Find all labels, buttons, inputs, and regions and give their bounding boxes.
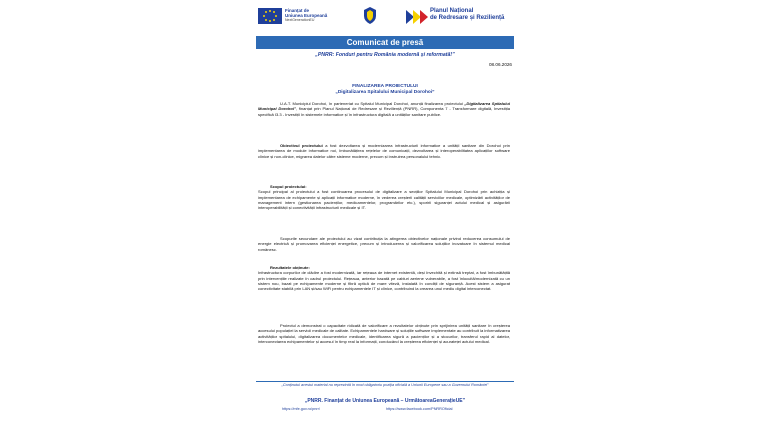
pnrr-label: Planul Național de Redresare și Reziliență [430,8,505,21]
objective-paragraph: Obiectivul proiectului a fost dezvoltarea și modernizarea infrastructurii informatice a unității sanitare din Dorohoi prin implementarea de module informatice noi, îmbunătățirea rețelelor de comunicații, dezvoltarea și interoperabilitatea aplicațiilor software clinice și non-clinice, migrarea datelor către sisteme moderne, precum și instruirea personalului tehnic. [258,143,510,159]
eu-funding-label: Finanțat de Uniunea Europeană NextGenerationEU [285,8,328,22]
disclaimer-text: „Conținutul acestui material nu reprezintă în mod obligatoriu poziția oficială a Uniunii Europene sau a Guvernului României” [281,383,489,387]
results-section [258,265,510,292]
results-text: Infrastructura corpurilor de clădire a fost modernizată, iar rețeaua de internet existentă, deși învechită și extinsă treptat, a fost îmbunătățită prin intervențiile realizate în cadrul proiectului. Rețeaua, anterior bazată pe cabluri aeriene vulnerabile, a fost înlocuită/modernizată cu un sistem nou, bazat pe echipamente moderne și fibră optică de mare viteză, instalată în condiții de siguranță. Acest sistem a asigurat conectivitate stabilă prin LAN și/sau WiFi pentru echipamentele IT și clinice, contribuind la crearea unui mediu digital interconectat. [258,270,510,292]
footer-divider [256,381,514,382]
project-heading [256,84,514,96]
press-release-banner: Comunicat de presă [256,36,514,49]
eu-flag-icon [258,8,282,24]
objective-title: Obiectivul proiectului [280,143,323,148]
pnrr-logo-icon [406,10,428,24]
romanian-government-emblem-icon [362,6,378,25]
heading-line2: „Digitalizarea Spitalului Municipal Dorohoi” [335,90,435,95]
press-release-page [248,0,522,432]
footer-title: „PNRR. Finanțat de Uniunea Europeană – UrmătoareaGenerațieUE” [304,398,466,404]
scope-text: Scopul principal al proiectului a fost continuarea procesului de digitalizare a secțiilor Spitalului Municipal Dorohoi prin achiziția și implementarea de echipamente și aplicații informatice moderne, în vederea creșterii calității serviciilor medicale, optimizării activităților de management intern (gestionarea pacienților, medicamentelor, programărilor etc.), sporirii siguranței actului medical și asigurării interoperabilității și conectivității infrastructurii medicale și IT. [258,189,510,211]
heading-line1: FINALIZAREA PROIECTULUI [352,84,418,89]
intro-paragraph: U.A.T. Municipiul Dorohoi, în parteneriat cu Spitalul Municipal Dorohoi, anunță finalizarea proiectului „Digitalizarea Spitalului Municipal Dorohoi”, finanțat prin Planul Național de Redresare și Reziliență (PNRR), Componenta 7 - Transformare digitală, Investiția specifică I3.3 - Investiții în sistemele informatice și în infrastructura digitală a unităților sanitare publice. [258,101,510,117]
mfe-link[interactable]: https://mfe.gov.ro/pnrr/ [282,407,320,411]
slogan: „PNRR: Fonduri pentru România modernă și reformată!” [315,52,455,58]
conclusion-paragraph: Proiectul a demonstrat o capacitate ridicată de valorificare a rezultatelor obținute prin sprijinirea unității sanitare în creșterea accesului populației la servicii medicale de calitate. Echipamentele hardware și soluțiile software implementate au contribuit la informatizarea activităților spitalului, digitalizarea documentelor medicale, identificarea sigură a pacienților și a stocurilor, transferul rapid al datelor, interconectarea echipamentelor și accesul în timp real la informații, conducând la creșterea eficienței și acurateței actului medical. [258,323,510,345]
scope-secondary-paragraph: Scopurile secundare ale proiectului au vizat contribuția la atingerea obiectivelor naționale privind reducerea consumului de energie electrică și promovarea eficienței energetice, precum și introducerea și valorificarea soluțiilor inovatoare în sistemul medical românesc. [258,236,510,252]
scope-title: Scopul proiectului: [270,184,307,189]
release-date: 08.06.2026 [489,62,512,67]
results-title: Rezultatele obținute: [270,265,310,270]
header-logos [258,6,514,28]
scope-section [258,184,510,211]
facebook-link[interactable]: https://www.facebook.com/PNRROficial [386,407,453,411]
